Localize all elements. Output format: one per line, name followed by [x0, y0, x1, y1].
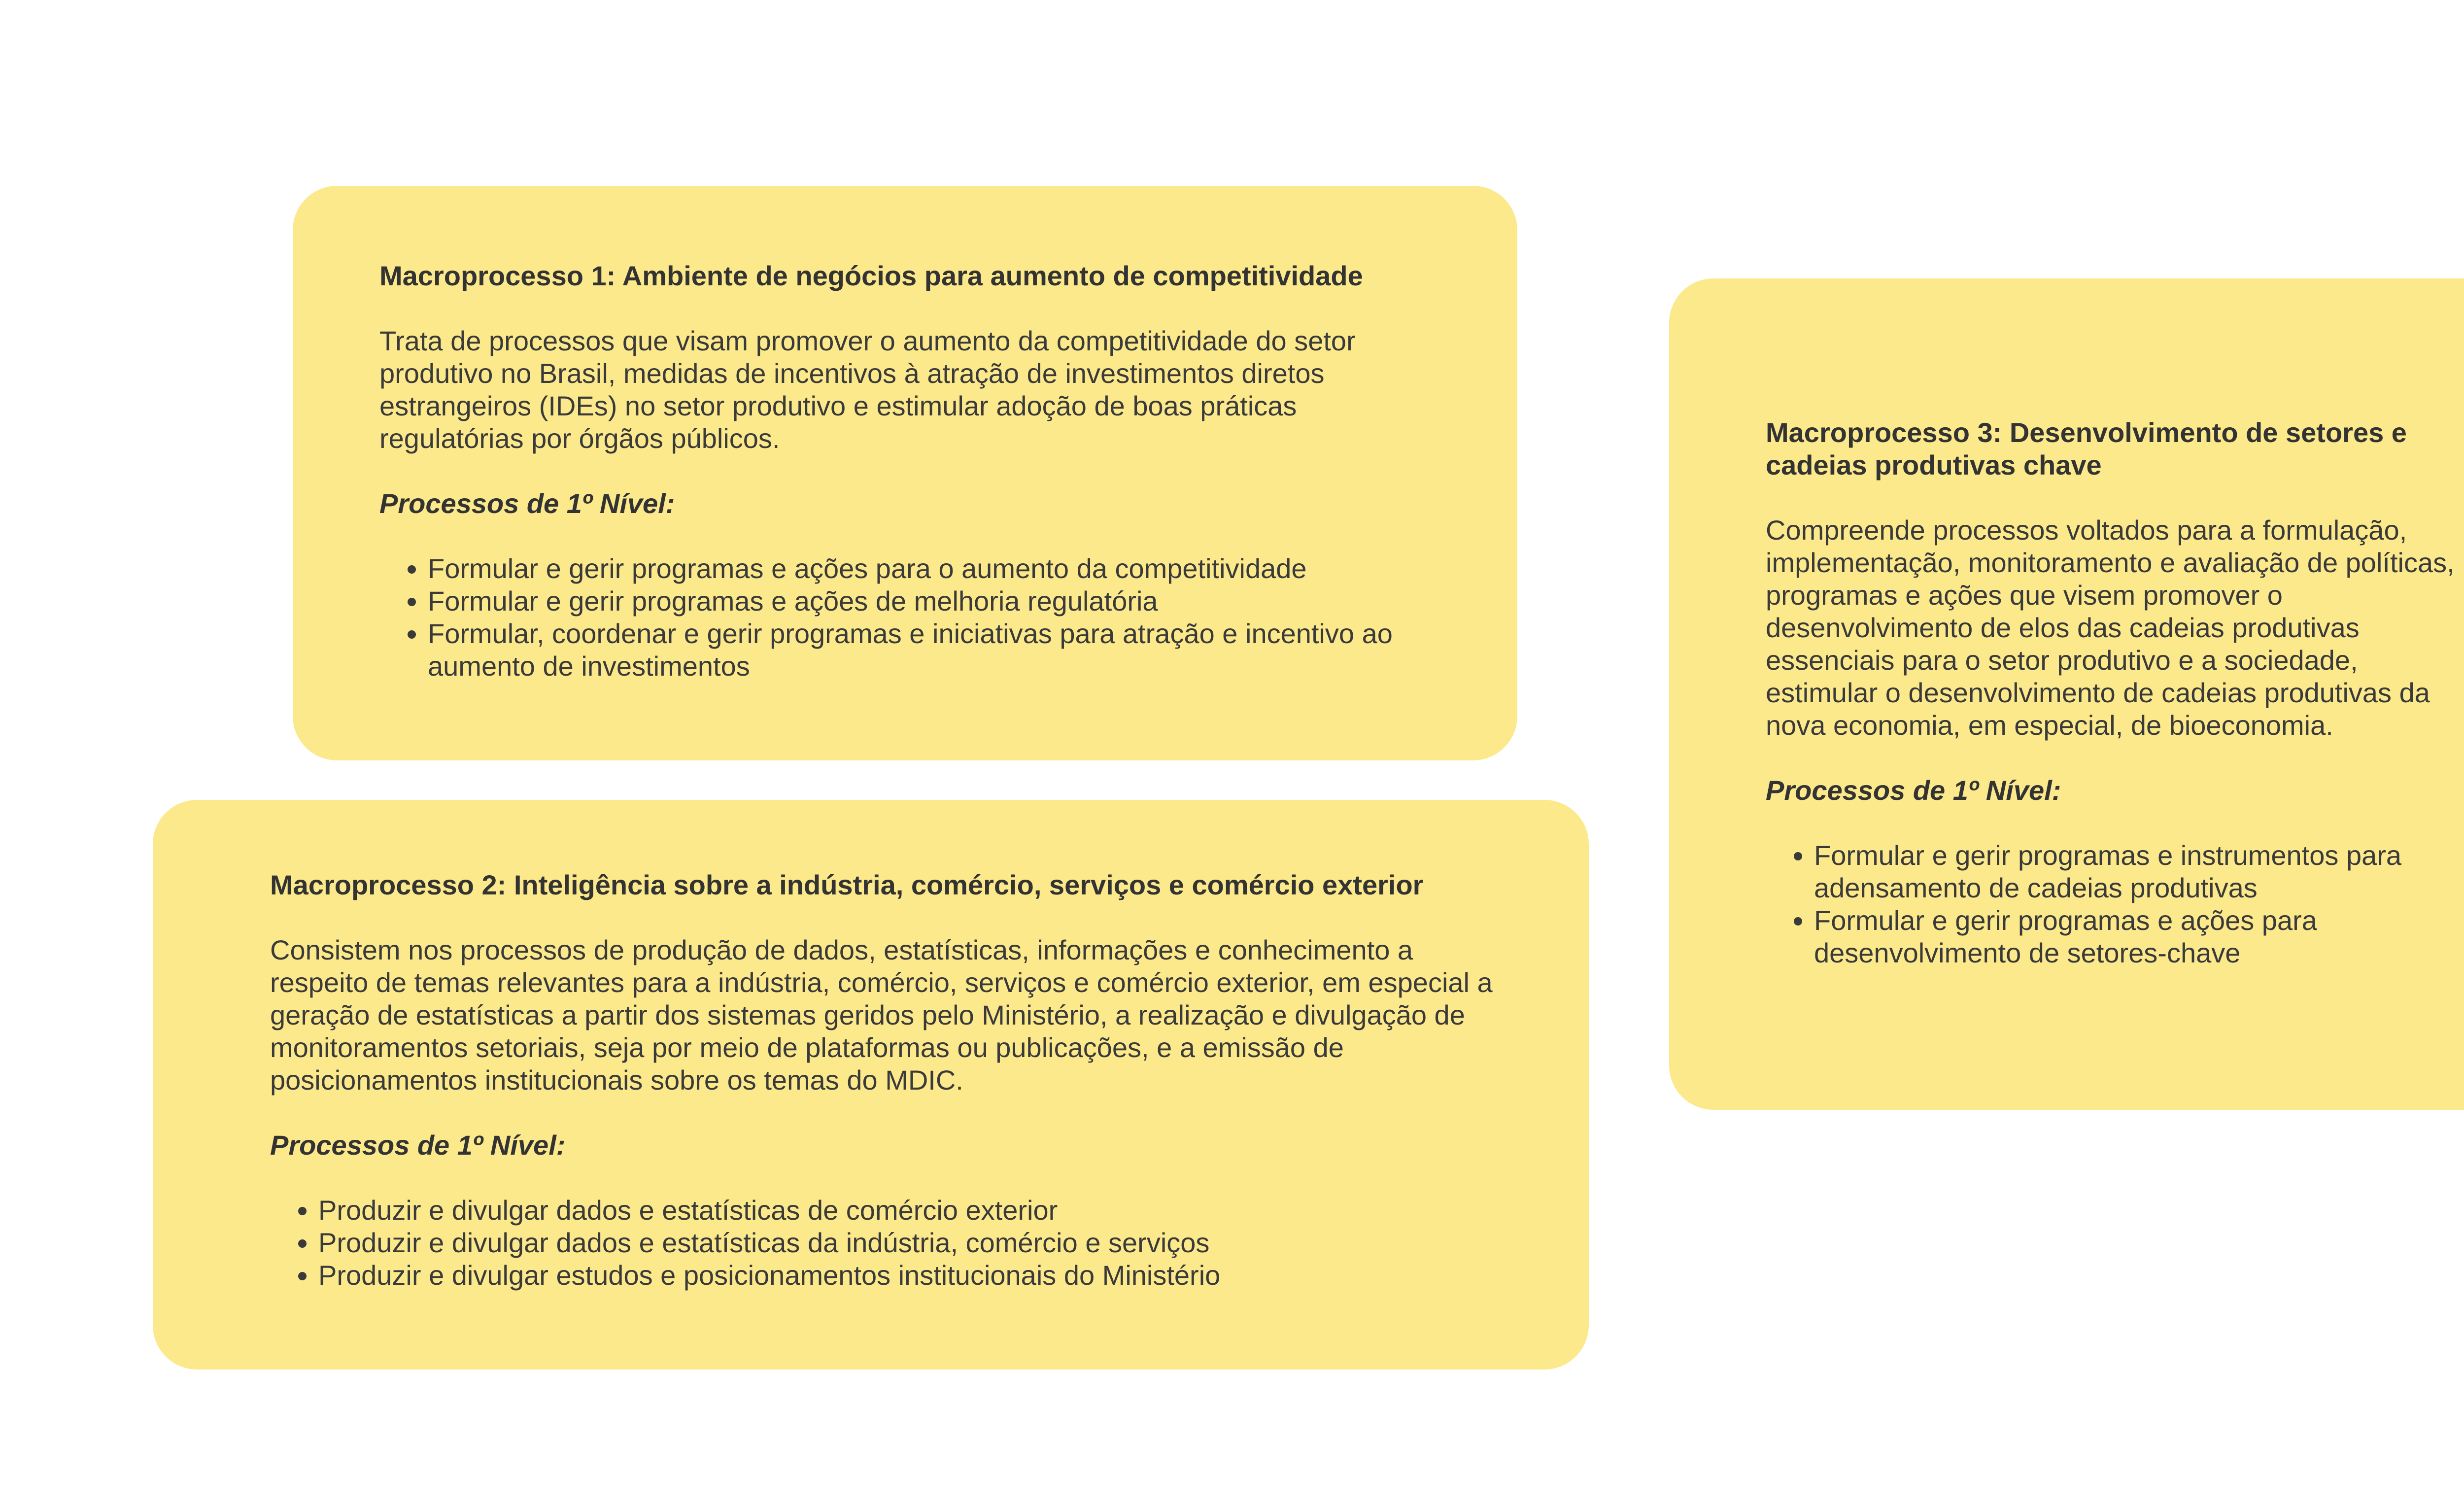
macroprocesso-2-subtitle: Processos de 1º Nível:	[270, 1130, 566, 1161]
list-item: • Formular e gerir programas e ações para desenvolvimento de setores-chave	[1814, 904, 2459, 969]
macroprocesso-1-process-list	[379, 552, 1434, 683]
macroprocesso-1-title: Macroprocesso 1: Ambiente de negócios para aumento de competitividade	[379, 260, 1363, 291]
list-item: • Formular e gerir programas e instrumentos para adensamento de cadeias produtivas	[1814, 839, 2459, 904]
macroprocesso-3-subtitle: Processos de 1º Nível:	[1766, 775, 2061, 806]
macroprocesso-2-process-list	[270, 1194, 1505, 1292]
list-item: • Produzir e divulgar dados e estatísticas da indústria, comércio e serviços	[318, 1227, 1505, 1259]
list-item: • Produzir e divulgar estudos e posicionamentos institucionais do Ministério	[318, 1259, 1505, 1292]
macroprocesso-1-description: Trata de processos que visam promover o aumento da competitividade do setor produtivo no Brasil, medidas de incentivos à atração de investimentos diretos estrangeiros (IDEs) no setor produtivo e estimular adoção de boas práticas regulatórias por órgãos públicos.	[379, 325, 1356, 454]
macroprocesso-3-card	[1669, 278, 2464, 1110]
macroprocesso-3-description: Compreende processos voltados para a formulação, implementação, monitoramento e avaliação de políticas, programas e ações que visem promover o desenvolvimento de elos das cadeias produtivas essenciais para o setor produtivo e a sociedade, estimular o desenvolvimento de cadeias produtivas da nova economia, em especial, de bioeconomia.	[1766, 514, 2455, 741]
list-item: • Formular e gerir programas e ações para o aumento da competitividade	[428, 552, 1434, 585]
list-item: • Formular e gerir programas e ações de melhoria regulatória	[428, 585, 1434, 617]
macroprocesso-2-card	[153, 800, 1589, 1370]
list-item: • Produzir e divulgar dados e estatísticas de comércio exterior	[318, 1194, 1505, 1227]
macroprocesso-3-process-list	[1766, 839, 2459, 969]
macroprocesso-1-subtitle: Processos de 1º Nível:	[379, 488, 675, 519]
macroprocesso-2-description: Consistem nos processos de produção de dados, estatísticas, informações e conhecimento a respeito de temas relevantes para a indústria, comércio, serviços e comércio exterior, em especial a geração de estatísticas a partir dos sistemas geridos pelo Ministério, a realização e divulgação de monitoramentos setoriais, seja por meio de plataformas ou publicações, e a emissão de posicionamentos institucionais sobre os temas do MDIC.	[270, 934, 1493, 1096]
macroprocesso-3-title: Macroprocesso 3: Desenvolvimento de setores e cadeias produtivas chave	[1766, 417, 2407, 480]
macroprocesso-1-card	[293, 186, 1517, 760]
list-item: • Formular, coordenar e gerir programas e iniciativas para atração e incentivo ao aumento de investimentos	[428, 617, 1434, 683]
macroprocesso-2-title: Macroprocesso 2: Inteligência sobre a indústria, comércio, serviços e comércio exterior	[270, 869, 1424, 900]
